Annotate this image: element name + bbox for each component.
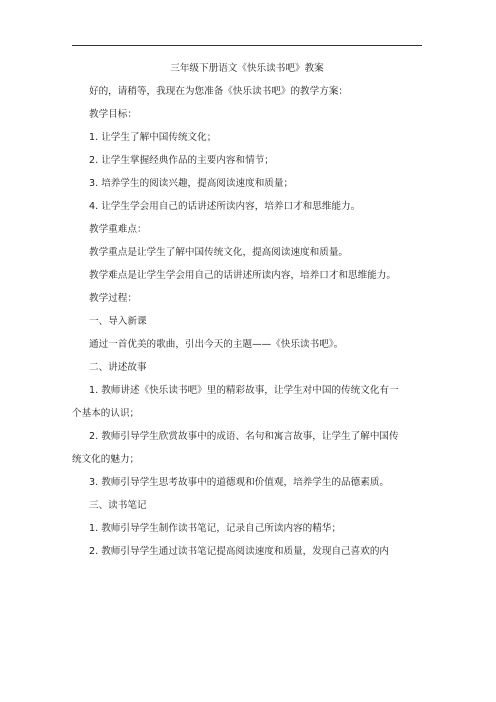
goals-heading: 教学目标：	[89, 109, 137, 120]
document-title: 三年级下册语文《快乐读书吧》教案	[170, 63, 324, 74]
section-3-item-2: 2. 教师引导学生通过读书笔记提高阅读速度和质量，发现自己喜欢的内	[89, 546, 390, 557]
section-2-item-1-cont: 个基本的认识；	[72, 408, 140, 419]
section-2-item-3: 3. 教师引导学生思考故事中的道德观和价值观，培养学生的品德素质。	[89, 477, 390, 488]
section-1-heading: 一、导入新课	[89, 316, 147, 327]
goal-item-3: 3. 培养学生的阅读兴趣，提高阅读速度和质量；	[89, 178, 294, 189]
section-1-text: 通过一首优美的歌曲，引出今天的主题——《快乐读书吧》。	[89, 339, 344, 350]
process-heading: 教学过程：	[89, 293, 137, 304]
difficulty-text: 教学难点是让学生学会用自己的话讲述所读内容，培养口才和思维能力。	[89, 270, 396, 281]
section-3-item-1: 1. 教师引导学生制作读书笔记，记录自己所读内容的精华；	[89, 523, 342, 534]
key-difficulty-heading: 教学重难点：	[89, 224, 147, 235]
section-3-heading: 三、读书笔记	[89, 500, 147, 511]
key-point-text: 教学重点是让学生了解中国传统文化，提高阅读速度和质量。	[89, 247, 349, 258]
intro-line: 好的，请稍等，我现在为您准备《快乐读书吧》的教学方案：	[89, 86, 349, 97]
goal-item-2: 2. 让学生掌握经典作品的主要内容和情节；	[89, 155, 274, 166]
section-2-item-2: 2. 教师引导学生欣赏故事中的成语、名句和寓言故事，让学生了解中国传	[89, 431, 399, 442]
section-2-item-1: 1. 教师讲述《快乐读书吧》里的精彩故事，让学生对中国的传统文化有一	[89, 385, 399, 396]
header-rule	[72, 45, 422, 46]
goal-item-4: 4. 让学生学会用自己的话讲述所读内容，培养口才和思维能力。	[89, 201, 361, 212]
section-2-heading: 二、讲述故事	[89, 362, 147, 373]
document-body	[72, 62, 421, 558]
section-2-item-2-cont: 统文化的魅力；	[72, 454, 140, 465]
goal-item-1: 1. 让学生了解中国传统文化；	[89, 132, 217, 143]
